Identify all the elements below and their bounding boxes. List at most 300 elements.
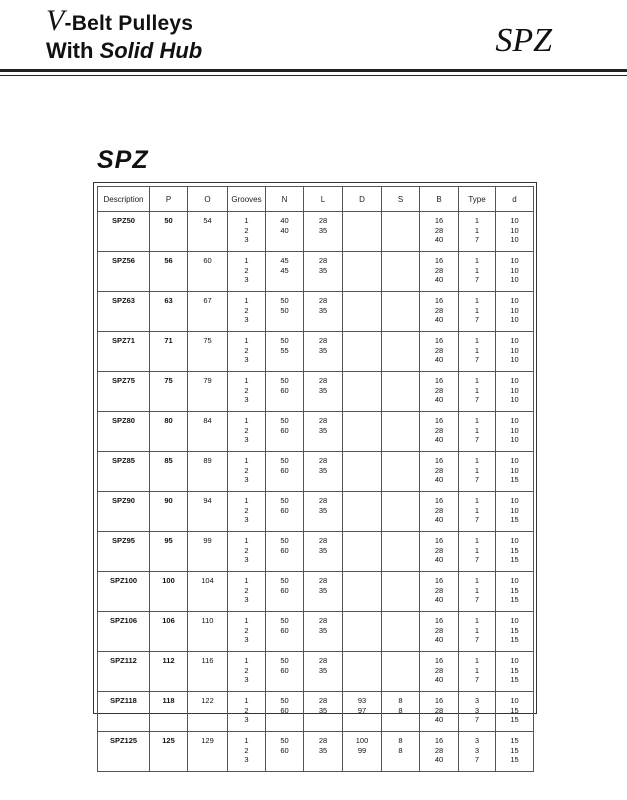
cell-p: 63: [150, 292, 188, 332]
cell-s-line: 8: [398, 736, 403, 745]
cell-n-line: 60: [280, 625, 289, 635]
cell-b-line: 40: [434, 555, 444, 564]
table-body: [98, 212, 534, 772]
page-header: [0, 0, 627, 80]
cell-l-line: 28: [318, 256, 328, 265]
cell-l-line: 28: [318, 536, 328, 545]
cell-b-line: 16: [434, 496, 444, 505]
cell-type-line: 1: [474, 416, 480, 425]
cell-grooves-line: 2: [244, 505, 249, 515]
cell-bore-d: [496, 532, 534, 572]
cell-s: [382, 372, 420, 412]
cell-type-line: 1: [474, 585, 480, 595]
cell-bore-d-line: 15: [510, 705, 519, 715]
table-row: [98, 452, 534, 492]
cell-type-line: 3: [474, 705, 480, 715]
cell-s: [382, 452, 420, 492]
cell-grooves-line: 3: [244, 315, 249, 324]
cell-n-line: 50: [280, 536, 289, 545]
cell-bore-d-line: 10: [510, 576, 519, 585]
cell-grooves-line: 1: [244, 336, 249, 345]
cell-grooves-line: 2: [244, 625, 249, 635]
cell-d: [343, 532, 382, 572]
cell-grooves-line: 2: [244, 745, 249, 755]
cell-n: [266, 452, 304, 492]
title-v: V: [46, 4, 65, 37]
cell-o: 60: [188, 252, 228, 292]
cell-b-line: 40: [434, 675, 444, 684]
cell-d: [343, 492, 382, 532]
cell-b-line: 40: [434, 515, 444, 524]
cell-b-line: 40: [434, 595, 444, 604]
column-header: Grooves: [228, 187, 266, 212]
cell-grooves-line: 1: [244, 736, 249, 745]
title2-prefix: With: [46, 38, 100, 63]
cell-p: 118: [150, 692, 188, 732]
cell-grooves-line: 1: [244, 496, 249, 505]
cell-grooves-line: 2: [244, 345, 249, 355]
cell-p: 100: [150, 572, 188, 612]
cell-grooves-line: 1: [244, 296, 249, 305]
cell-n-line: 50: [280, 296, 289, 305]
cell-grooves: [228, 652, 266, 692]
cell-type-line: 1: [474, 665, 480, 675]
cell-p: 56: [150, 252, 188, 292]
cell-b-line: 16: [434, 216, 444, 225]
cell-type-line: 1: [474, 465, 480, 475]
cell-grooves-line: 2: [244, 225, 249, 235]
cell-grooves-line: 3: [244, 395, 249, 404]
cell-bore-d-line: 10: [510, 435, 519, 444]
cell-b-line: 16: [434, 296, 444, 305]
cell-b-line: 16: [434, 336, 444, 345]
cell-d-line: 93: [357, 696, 367, 705]
cell-grooves-line: 3: [244, 235, 249, 244]
cell-s-line: 8: [398, 696, 403, 705]
cell-bore-d-line: 10: [510, 385, 519, 395]
cell-n: [266, 612, 304, 652]
cell-b: [420, 532, 459, 572]
cell-d: [343, 412, 382, 452]
cell-grooves: [228, 292, 266, 332]
cell-n-line: 60: [280, 385, 289, 395]
cell-type-line: 1: [474, 225, 480, 235]
cell-grooves: [228, 332, 266, 372]
cell-type: [459, 412, 496, 452]
cell-d: [343, 212, 382, 252]
cell-bore-d-line: 10: [510, 395, 519, 404]
cell-l-line: 35: [318, 625, 328, 635]
cell-bore-d-line: 15: [510, 755, 519, 764]
cell-bore-d-line: 10: [510, 296, 519, 305]
table-header-row: [98, 187, 534, 212]
cell-type-line: 7: [474, 635, 480, 644]
cell-b-line: 28: [434, 505, 444, 515]
cell-bore-d: [496, 332, 534, 372]
cell-bore-d-line: 15: [510, 585, 519, 595]
cell-l-line: 35: [318, 665, 328, 675]
cell-bore-d-line: 10: [510, 496, 519, 505]
cell-s: [382, 732, 420, 772]
cell-grooves-line: 3: [244, 755, 249, 764]
column-header: D: [343, 187, 382, 212]
cell-description: SPZ106: [98, 612, 150, 652]
cell-b: [420, 492, 459, 532]
cell-bore-d-line: 15: [510, 675, 519, 684]
cell-l: [304, 252, 343, 292]
cell-n: [266, 572, 304, 612]
cell-d: [343, 732, 382, 772]
column-header: B: [420, 187, 459, 212]
cell-b-line: 40: [434, 435, 444, 444]
cell-bore-d-line: 10: [510, 256, 519, 265]
cell-n: [266, 692, 304, 732]
table-row: [98, 292, 534, 332]
cell-l: [304, 412, 343, 452]
cell-d: [343, 612, 382, 652]
cell-p: 106: [150, 612, 188, 652]
table-row: [98, 732, 534, 772]
cell-grooves-line: 2: [244, 425, 249, 435]
table-row: [98, 612, 534, 652]
cell-l-line: 35: [318, 505, 328, 515]
cell-bore-d-line: 10: [510, 315, 519, 324]
cell-type: [459, 212, 496, 252]
cell-grooves-line: 1: [244, 616, 249, 625]
column-header: N: [266, 187, 304, 212]
cell-type-line: 1: [474, 425, 480, 435]
cell-p: 50: [150, 212, 188, 252]
cell-bore-d-line: 10: [510, 425, 519, 435]
cell-bore-d-line: 15: [510, 555, 519, 564]
cell-b-line: 28: [434, 305, 444, 315]
cell-l: [304, 532, 343, 572]
cell-n: [266, 532, 304, 572]
cell-o: 84: [188, 412, 228, 452]
cell-p: 75: [150, 372, 188, 412]
cell-bore-d: [496, 252, 534, 292]
cell-o: 129: [188, 732, 228, 772]
cell-bore-d-line: 10: [510, 235, 519, 244]
cell-b: [420, 252, 459, 292]
cell-b-line: 28: [434, 345, 444, 355]
cell-b-line: 16: [434, 696, 444, 705]
cell-type-line: 7: [474, 595, 480, 604]
cell-n: [266, 412, 304, 452]
cell-type-line: 7: [474, 275, 480, 284]
cell-grooves: [228, 572, 266, 612]
cell-grooves-line: 2: [244, 305, 249, 315]
cell-n-line: 50: [280, 696, 289, 705]
cell-b: [420, 292, 459, 332]
cell-n-line: 40: [280, 216, 289, 225]
cell-l-line: 35: [318, 425, 328, 435]
cell-grooves: [228, 532, 266, 572]
cell-grooves-line: 3: [244, 435, 249, 444]
cell-b-line: 16: [434, 736, 444, 745]
cell-b: [420, 452, 459, 492]
cell-o: 75: [188, 332, 228, 372]
cell-type-line: 1: [474, 625, 480, 635]
cell-b-line: 28: [434, 585, 444, 595]
cell-bore-d-line: 10: [510, 456, 519, 465]
table-row: [98, 572, 534, 612]
cell-bore-d-line: 10: [510, 275, 519, 284]
cell-b-line: 16: [434, 656, 444, 665]
cell-grooves-line: 1: [244, 376, 249, 385]
cell-bore-d: [496, 692, 534, 732]
cell-n-line: 50: [280, 616, 289, 625]
cell-n-line: 60: [280, 745, 289, 755]
cell-l-line: 28: [318, 576, 328, 585]
table-row: [98, 532, 534, 572]
cell-type-line: 7: [474, 315, 480, 324]
cell-type-line: 1: [474, 305, 480, 315]
cell-b: [420, 652, 459, 692]
cell-s: [382, 572, 420, 612]
cell-d: [343, 652, 382, 692]
cell-bore-d-line: 15: [510, 736, 519, 745]
column-header: Description: [98, 187, 150, 212]
cell-b: [420, 212, 459, 252]
pulley-table: [97, 186, 534, 772]
page-title-line1: [46, 4, 193, 38]
cell-description: SPZ112: [98, 652, 150, 692]
cell-grooves: [228, 412, 266, 452]
cell-n-line: 60: [280, 545, 289, 555]
cell-b-line: 40: [434, 275, 444, 284]
cell-l-line: 28: [318, 296, 328, 305]
column-header: L: [304, 187, 343, 212]
cell-n-line: 45: [280, 265, 289, 275]
cell-type-line: 1: [474, 345, 480, 355]
cell-grooves: [228, 692, 266, 732]
cell-type: [459, 332, 496, 372]
cell-p: 125: [150, 732, 188, 772]
cell-l-line: 28: [318, 736, 328, 745]
cell-grooves-line: 3: [244, 635, 249, 644]
cell-grooves-line: 3: [244, 675, 249, 684]
cell-description: SPZ95: [98, 532, 150, 572]
cell-n-line: 60: [280, 425, 289, 435]
cell-l: [304, 452, 343, 492]
cell-b-line: 16: [434, 456, 444, 465]
cell-description: SPZ100: [98, 572, 150, 612]
cell-s: [382, 412, 420, 452]
cell-bore-d-line: 10: [510, 345, 519, 355]
cell-l-line: 28: [318, 416, 328, 425]
cell-s: [382, 612, 420, 652]
cell-p: 95: [150, 532, 188, 572]
cell-n-line: 50: [280, 376, 289, 385]
table-row: [98, 212, 534, 252]
page-title-line2: [46, 38, 202, 64]
cell-o: 116: [188, 652, 228, 692]
cell-s: [382, 532, 420, 572]
cell-grooves-line: 2: [244, 265, 249, 275]
cell-grooves-line: 2: [244, 385, 249, 395]
cell-l-line: 28: [318, 656, 328, 665]
cell-type: [459, 692, 496, 732]
cell-grooves-line: 2: [244, 545, 249, 555]
cell-n-line: 60: [280, 705, 289, 715]
cell-type-line: 1: [474, 256, 480, 265]
cell-grooves-line: 3: [244, 715, 249, 724]
cell-b-line: 40: [434, 235, 444, 244]
cell-n-line: 50: [280, 456, 289, 465]
cell-bore-d-line: 10: [510, 536, 519, 545]
cell-grooves-line: 2: [244, 465, 249, 475]
cell-n: [266, 372, 304, 412]
cell-type-line: 1: [474, 616, 480, 625]
cell-type-line: 7: [474, 515, 480, 524]
cell-bore-d: [496, 372, 534, 412]
cell-n: [266, 252, 304, 292]
cell-b-line: 28: [434, 465, 444, 475]
cell-b-line: 16: [434, 616, 444, 625]
cell-bore-d-line: 15: [510, 545, 519, 555]
cell-o: 89: [188, 452, 228, 492]
cell-s-line: 8: [398, 745, 403, 755]
cell-o: 122: [188, 692, 228, 732]
cell-bore-d-line: 10: [510, 465, 519, 475]
cell-b-line: 28: [434, 265, 444, 275]
cell-grooves-line: 1: [244, 576, 249, 585]
cell-bore-d: [496, 412, 534, 452]
cell-type: [459, 492, 496, 532]
cell-d: [343, 332, 382, 372]
cell-grooves: [228, 452, 266, 492]
cell-b: [420, 412, 459, 452]
cell-grooves: [228, 732, 266, 772]
cell-grooves-line: 1: [244, 696, 249, 705]
cell-grooves-line: 3: [244, 355, 249, 364]
cell-p: 85: [150, 452, 188, 492]
cell-description: SPZ75: [98, 372, 150, 412]
cell-bore-d: [496, 292, 534, 332]
cell-type: [459, 572, 496, 612]
cell-b-line: 40: [434, 755, 444, 764]
cell-type-line: 3: [474, 736, 480, 745]
cell-type-line: 1: [474, 545, 480, 555]
cell-b-line: 40: [434, 475, 444, 484]
table-row: [98, 372, 534, 412]
cell-l-line: 28: [318, 456, 328, 465]
cell-p: 112: [150, 652, 188, 692]
cell-bore-d: [496, 652, 534, 692]
cell-b: [420, 612, 459, 652]
cell-bore-d-line: 15: [510, 625, 519, 635]
cell-bore-d-line: 10: [510, 216, 519, 225]
cell-l-line: 35: [318, 265, 328, 275]
cell-description: SPZ125: [98, 732, 150, 772]
cell-n-line: 50: [280, 336, 289, 345]
cell-o: 54: [188, 212, 228, 252]
column-header: Type: [459, 187, 496, 212]
cell-type-line: 1: [474, 496, 480, 505]
cell-l: [304, 292, 343, 332]
cell-type-line: 7: [474, 555, 480, 564]
cell-bore-d-line: 10: [510, 505, 519, 515]
table-row: [98, 252, 534, 292]
cell-d: [343, 292, 382, 332]
cell-b-line: 16: [434, 576, 444, 585]
cell-l-line: 28: [318, 376, 328, 385]
cell-bore-d-line: 15: [510, 515, 519, 524]
cell-s: [382, 212, 420, 252]
cell-b: [420, 372, 459, 412]
cell-l-line: 35: [318, 745, 328, 755]
cell-grooves-line: 1: [244, 536, 249, 545]
cell-grooves: [228, 372, 266, 412]
cell-n-line: 45: [280, 256, 289, 265]
cell-b: [420, 692, 459, 732]
cell-type: [459, 652, 496, 692]
cell-bore-d-line: 10: [510, 616, 519, 625]
cell-n: [266, 732, 304, 772]
cell-n-line: 60: [280, 465, 289, 475]
cell-grooves-line: 3: [244, 555, 249, 564]
column-header: O: [188, 187, 228, 212]
cell-type-line: 3: [474, 745, 480, 755]
cell-grooves-line: 1: [244, 216, 249, 225]
cell-grooves-line: 1: [244, 256, 249, 265]
cell-d-line: 97: [357, 705, 367, 715]
cell-b-line: 28: [434, 665, 444, 675]
cell-o: 99: [188, 532, 228, 572]
table-row: [98, 492, 534, 532]
cell-description: SPZ90: [98, 492, 150, 532]
cell-bore-d-line: 15: [510, 715, 519, 724]
cell-s: [382, 652, 420, 692]
cell-l-line: 28: [318, 496, 328, 505]
cell-l: [304, 492, 343, 532]
cell-bore-d-line: 10: [510, 696, 519, 705]
cell-type: [459, 372, 496, 412]
cell-bore-d: [496, 212, 534, 252]
cell-l-line: 35: [318, 225, 328, 235]
cell-l-line: 35: [318, 465, 328, 475]
cell-bore-d-line: 10: [510, 225, 519, 235]
cell-d-line: 99: [357, 745, 367, 755]
cell-description: SPZ71: [98, 332, 150, 372]
cell-grooves-line: 3: [244, 515, 249, 524]
cell-l: [304, 332, 343, 372]
cell-type-line: 7: [474, 715, 480, 724]
cell-grooves-line: 3: [244, 475, 249, 484]
cell-bore-d-line: 15: [510, 635, 519, 644]
section-title: SPZ: [97, 146, 149, 174]
cell-b-line: 28: [434, 745, 444, 755]
cell-grooves: [228, 492, 266, 532]
cell-bore-d-line: 10: [510, 416, 519, 425]
cell-b-line: 40: [434, 395, 444, 404]
column-header: d: [496, 187, 534, 212]
cell-b-line: 40: [434, 715, 444, 724]
table-row: [98, 652, 534, 692]
cell-type-line: 1: [474, 536, 480, 545]
cell-b-line: 40: [434, 315, 444, 324]
cell-bore-d-line: 10: [510, 265, 519, 275]
cell-n-line: 60: [280, 665, 289, 675]
cell-d: [343, 252, 382, 292]
cell-b-line: 16: [434, 256, 444, 265]
cell-grooves-line: 3: [244, 275, 249, 284]
cell-n-line: 50: [280, 416, 289, 425]
cell-b-line: 16: [434, 536, 444, 545]
cell-l: [304, 692, 343, 732]
cell-b-line: 40: [434, 355, 444, 364]
